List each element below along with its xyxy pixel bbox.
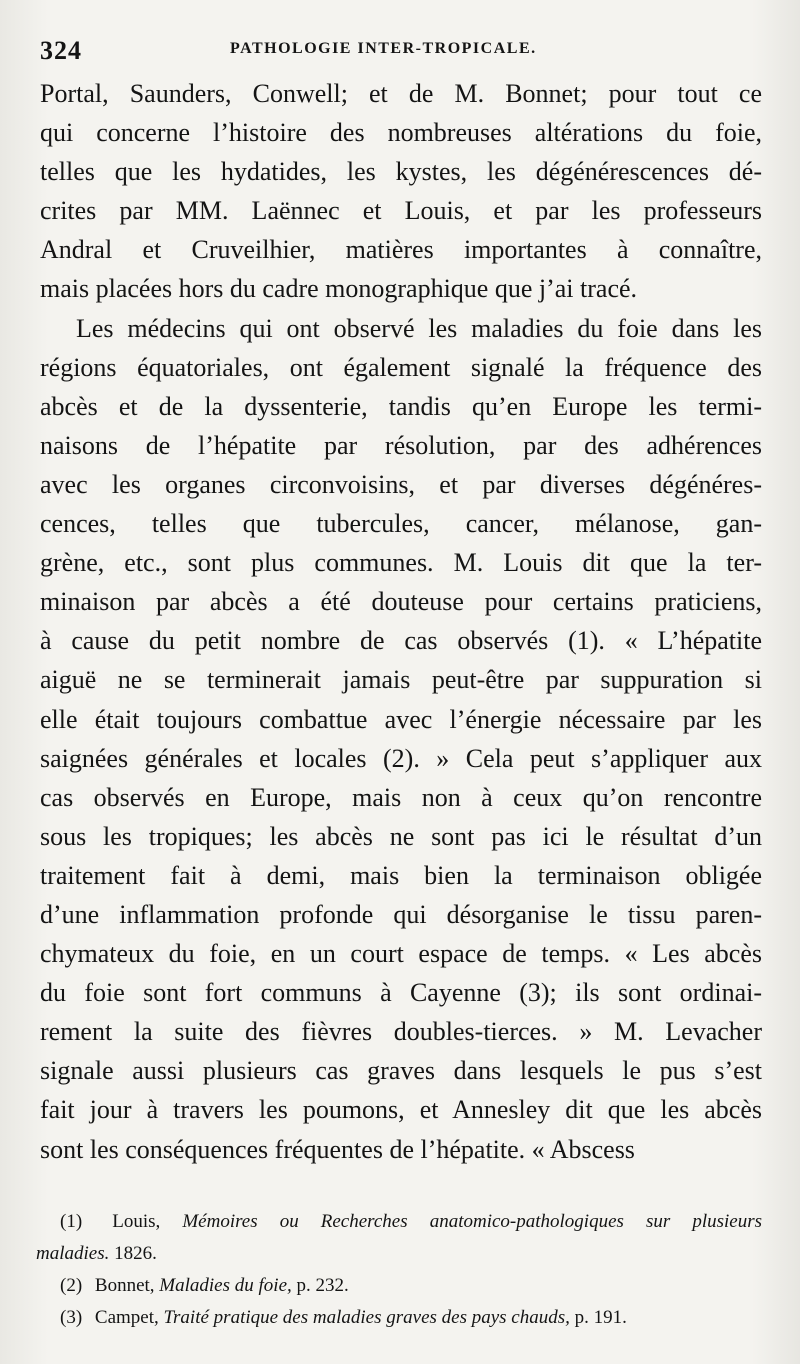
footnote-2 (36, 1270, 762, 1302)
text-line: Portal, Saunders, Conwell; et de M. Bonnet; pour tout ce (40, 79, 762, 108)
footnotes (36, 1206, 762, 1334)
footnote-title: Mémoires ou Recherches anatomico-pathologiques sur plusieurs (182, 1211, 763, 1232)
footnote-page: p. 232. (296, 1275, 349, 1296)
text-line: qui concerne l’histoire des nombreuses altérations du foie, (40, 118, 762, 148)
text-line: elle était toujours combattue avec l’énergie nécessaire par les (40, 704, 762, 734)
text-line: traitement fait à demi, mais bien la terminaison obligée (40, 860, 762, 890)
text-line: signale aussi plusieurs cas graves dans lesquels le pus s’est (40, 1056, 762, 1086)
footnote-1 (36, 1206, 762, 1238)
footnote-title: Maladies du foie, (159, 1275, 292, 1296)
text-line: Les médecins qui ont observé les maladies du foie dans les (76, 313, 762, 343)
page-header (40, 36, 760, 65)
body-text (40, 74, 762, 1184)
page-number: 324 (40, 36, 82, 65)
running-head: PATHOLOGIE INTER-TROPICALE. (230, 40, 537, 57)
text-line: minaison par abcès a été douteuse pour certains praticiens, (40, 587, 762, 617)
footnote-author: Campet, (94, 1307, 159, 1328)
text-line: cences, telles que tubercules, cancer, mélanose, gan- (40, 509, 762, 539)
text-line: du foie sont fort communs à Cayenne (3); ils sont ordinai- (40, 978, 762, 1008)
footnote-page: p. 191. (574, 1307, 627, 1328)
footnote-author: Louis, (112, 1211, 161, 1232)
text-line: Andral et Cruveilhier, matières importantes à connaître, (40, 235, 762, 265)
text-line: régions équatoriales, ont également signalé la fréquence des (40, 352, 762, 382)
footnote-mark: (1) (60, 1211, 83, 1232)
text-line: saignées générales et locales (2). » Cela peut s’appliquer aux (40, 743, 762, 773)
text-line: rement la suite des fièvres doubles-tierces. » M. Levacher (40, 1017, 762, 1047)
text-line: chymateux du foie, en un court espace de temps. « Les abcès (40, 939, 762, 969)
footnote-title: maladies. (36, 1243, 110, 1264)
text-line: grène, etc., sont plus communes. M. Louis dit que la ter- (40, 548, 762, 578)
text-line: à cause du petit nombre de cas observés (1). « L’hépatite (40, 626, 762, 656)
footnote-year: 1826. (114, 1243, 157, 1264)
text-line: avec les organes circonvoisins, et par diverses dégénéres- (40, 469, 762, 499)
text-line: naisons de l’hépatite par résolution, par des adhérences (40, 430, 762, 460)
footnote-mark: (3) (60, 1307, 83, 1328)
text-line: mais placées hors du cadre monographique que j’ai tracé. (40, 274, 638, 304)
text-line: abcès et de la dyssenterie, tandis qu’en Europe les termi- (40, 391, 762, 421)
footnote-mark: (2) (60, 1275, 83, 1296)
footnote-1-continuation (36, 1238, 762, 1270)
text-line: cas observés en Europe, mais non à ceux qu’on rencontre (40, 782, 762, 812)
text-line: sont les conséquences fréquentes de l’hépatite. « Abscess (40, 1134, 635, 1164)
text-line: aiguë ne se terminerait jamais peut-être par suppuration si (40, 665, 762, 695)
text-line: crites par MM. Laënnec et Louis, et par les professeurs (40, 196, 762, 226)
footnote-author: Bonnet, (94, 1275, 155, 1296)
text-line: telles que les hydatides, les kystes, les dégénérescences dé- (40, 157, 762, 187)
footnote-title: Traité pratique des maladies graves des pays chauds, (163, 1307, 570, 1328)
text-line: d’une inflammation profonde qui désorganise le tissu paren- (40, 899, 762, 929)
text-line: fait jour à travers les poumons, et Annesley dit que les abcès (40, 1095, 762, 1125)
footnote-3 (36, 1302, 762, 1334)
text-line: sous les tropiques; les abcès ne sont pas ici le résultat d’un (40, 821, 762, 851)
